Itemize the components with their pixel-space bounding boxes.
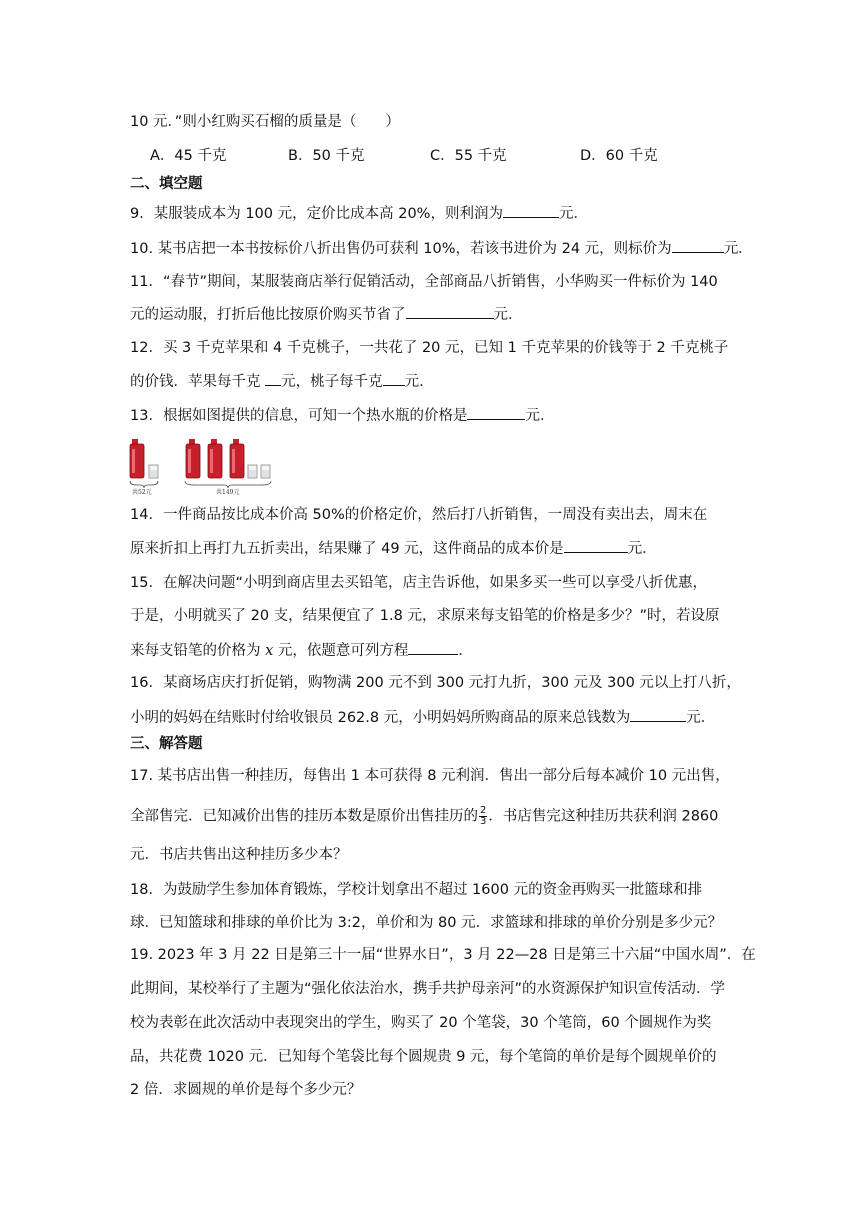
q11-line1: 11．“春节”期间，某服装商店举行促销活动，全部商品八折销售，小华购买一件标价为 140 — [130, 274, 718, 290]
q19-line3: 校为表彰在此次活动中表现突出的学生，购买了 20 个笔袋，30 个笔筒，60 个圆规作为奖 — [130, 1015, 712, 1031]
q12-unit: 元． — [404, 374, 434, 390]
q14-unit: 元． — [627, 541, 657, 557]
q13-blank — [467, 405, 525, 420]
q15-line1: 15．在解决问题“小明到商店里去买铅笔，店主告诉他，如果多买一些可以享受八折优惠， — [130, 575, 707, 591]
section-2-title: 二、填空题 — [130, 176, 203, 192]
q8-choices — [0, 146, 860, 166]
q17-line3: 元．书店共售出这种挂历多少本？ — [130, 847, 348, 863]
q8-choice-a: A．45 千克 — [150, 148, 227, 164]
q16-blank — [630, 707, 686, 722]
q9 — [130, 203, 588, 224]
q13 — [130, 405, 554, 426]
q15-variable: x — [265, 643, 274, 659]
glass-cup — [261, 465, 270, 478]
q11-unit: 元． — [493, 307, 523, 323]
thermos-cups-figure — [128, 437, 274, 495]
q13-unit: 元． — [525, 408, 555, 424]
q17-line1: 17. 某书店出售一种挂历，每售出 1 本可获得 8 元利润．售出一部分后每本减价 10 元出售， — [130, 768, 730, 784]
thermos-bottle — [230, 439, 244, 478]
q10 — [130, 238, 753, 259]
q11-text: 元的运动服，打折后他比按原价购买节省了 — [130, 307, 406, 323]
q10-text: 10. 某书店把一本书按标价八折出售仍可获利 10%，若该书进价为 24 元，则标价为 — [130, 241, 672, 257]
fraction-numerator: 2 — [480, 805, 487, 816]
q9-blank — [503, 203, 559, 218]
q15-text-2: 元，依题意可列方程 — [273, 643, 409, 659]
brace-2-icon — [185, 481, 271, 488]
q15-text: 来每支铅笔的价格为 — [130, 643, 266, 659]
glass-cup — [149, 465, 158, 478]
q10-unit: 元． — [723, 241, 753, 257]
q17-text-2: ．书店售完这种挂历共获利润 2860 — [488, 808, 719, 825]
q8-choice-c: C．55 千克 — [430, 148, 507, 164]
q17-text: 全部售完．已知减价出售的挂历本数是原价出售挂历的 — [130, 808, 478, 825]
q19-line1: 19. 2023 年 3 月 22 日是第三十一届“世界水日”，3 月 22—28 日是第三十六届“中国水周”．在 — [130, 947, 756, 963]
q9-unit: 元． — [558, 206, 588, 222]
q15-line2: 于是，小明就买了 20 支，结果便宜了 1.8 元，求原来每支铅笔的价格是多少？”时，若设原 — [130, 608, 720, 624]
q14-text: 原来折扣上再打九五折卖出，结果赚了 49 元，这件商品的成本价是 — [130, 541, 564, 557]
q15-line3 — [130, 640, 473, 661]
thermos-bottle — [208, 439, 222, 478]
q16-text: 小明的妈妈在结账时付给收银员 262.8 元，小明妈妈所购商品的原来总钱数为 — [130, 710, 631, 726]
q12-text: 的价钱．苹果每千克 — [130, 374, 266, 390]
q16-line1: 16．某商场店庆打折促销，购物满 200 元不到 300 元打九折，300 元及 300 元以上打八折， — [130, 675, 741, 691]
q8-choice-d: D．60 千克 — [580, 148, 658, 164]
glass-cup — [248, 465, 257, 478]
figure-label-1: 共52元 — [132, 489, 152, 495]
q16-unit: 元． — [686, 710, 716, 726]
q15-blank — [408, 640, 458, 655]
brace-1-icon — [130, 481, 158, 488]
q15-end: ． — [458, 643, 473, 659]
q14-line2 — [130, 538, 657, 559]
q10-blank — [672, 238, 724, 253]
q12-blank-apple — [265, 371, 281, 386]
q16-line2 — [130, 707, 715, 728]
thermos-bottle — [186, 439, 200, 478]
q14-line1: 14．一件商品按比成本价高 50%的价格定价，然后打八折销售，一周没有卖出去，周末在 — [130, 507, 708, 523]
q18-line2: 球．已知篮球和排球的单价比为 3:2，单价和为 80 元．求篮球和排球的单价分别是多少元？ — [130, 915, 723, 931]
q19-line2: 此期间，某校举行了主题为“强化依法治水，携手共护母亲河”的水资源保护知识宣传活动．学 — [130, 981, 726, 997]
q11-blank — [406, 304, 494, 319]
q12-line1: 12．买 3 千克苹果和 4 千克桃子，一共花了 20 元，已知 1 千克苹果的价钱等于 2 千克桃子 — [130, 340, 729, 356]
q17-line2 — [130, 806, 718, 827]
q12-line2 — [130, 371, 434, 392]
q12-text-peach: 元，桃子每千克 — [281, 374, 383, 390]
q8-tail-text: 10 元．”则小红购买石榴的质量是（ ） — [130, 114, 400, 130]
q8-choice-b: B．50 千克 — [288, 148, 365, 164]
q13-text: 13．根据如图提供的信息，可知一个热水瓶的价格是 — [130, 408, 468, 424]
q18-line1: 18．为鼓励学生参加体育锻炼，学校计划拿出不超过 1600 元的资金再购买一批篮球和排 — [130, 882, 703, 898]
q19-line5: 2 倍．求圆规的单价是每个多少元？ — [130, 1082, 362, 1098]
q9-text: 9．某服装成本为 100 元，定价比成本高 20%，则利润为 — [130, 206, 503, 222]
q19-line4: 品，共花费 1020 元．已知每个笔袋比每个圆规贵 9 元，每个笔筒的单价是每个圆规单价的 — [130, 1049, 717, 1065]
section-3-title: 三、解答题 — [130, 736, 203, 752]
q14-blank — [564, 538, 628, 553]
thermos-bottle — [130, 439, 144, 478]
fraction-denominator: 3 — [480, 816, 487, 827]
q11-line2 — [130, 304, 523, 325]
q12-blank-peach — [383, 371, 405, 386]
figure-label-2: 共149元 — [216, 489, 240, 495]
q17-fraction — [479, 806, 487, 827]
